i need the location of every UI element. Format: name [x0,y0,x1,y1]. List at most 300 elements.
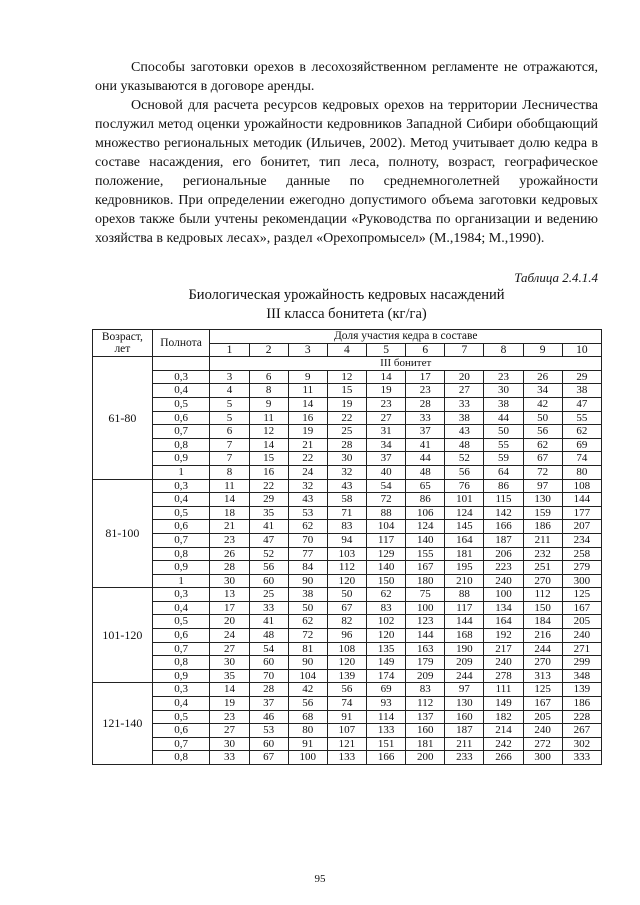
yield-value-cell: 139 [327,669,366,683]
yield-value-cell: 13 [210,588,249,602]
header-share-col: 1 [210,343,249,357]
yield-value-cell: 140 [406,533,445,547]
table-row [93,533,602,547]
yield-value-cell: 121 [327,737,366,751]
yield-value-cell: 108 [327,642,366,656]
yield-value-cell: 22 [327,411,366,425]
yield-value-cell: 38 [288,588,327,602]
yield-value-cell: 27 [445,384,484,398]
density-cell: 0,8 [152,547,210,561]
table-row [93,669,602,683]
yield-value-cell: 182 [484,710,523,724]
yield-value-cell: 15 [327,384,366,398]
yield-value-cell: 120 [367,629,406,643]
yield-value-cell: 187 [484,533,523,547]
header-share-col: 6 [406,343,445,357]
yield-value-cell: 24 [288,465,327,479]
yield-value-cell: 62 [367,588,406,602]
yield-value-cell: 55 [562,411,601,425]
age-group-cell: 81-100 [93,479,153,588]
yield-value-cell: 168 [445,629,484,643]
yield-value-cell: 72 [367,493,406,507]
yield-value-cell: 209 [406,669,445,683]
yield-value-cell: 60 [249,574,288,588]
yield-value-cell: 16 [288,411,327,425]
yield-value-cell: 43 [445,425,484,439]
yield-value-cell: 104 [288,669,327,683]
yield-value-cell: 207 [562,520,601,534]
yield-value-cell: 145 [445,520,484,534]
yield-value-cell: 104 [367,520,406,534]
yield-value-cell: 22 [288,452,327,466]
yield-value-cell: 17 [406,370,445,384]
yield-value-cell: 60 [249,656,288,670]
yield-value-cell: 25 [249,588,288,602]
yield-value-cell: 37 [249,697,288,711]
yield-value-cell: 86 [484,479,523,493]
yield-value-cell: 33 [210,751,249,765]
yield-value-cell: 167 [406,561,445,575]
yield-value-cell: 333 [562,751,601,765]
table-row [93,370,602,384]
yield-value-cell: 28 [249,683,288,697]
yield-value-cell: 11 [210,479,249,493]
yield-value-cell: 80 [562,465,601,479]
yield-value-cell: 29 [249,493,288,507]
yield-value-cell: 200 [406,751,445,765]
density-cell: 0,6 [152,724,210,738]
header-share-col: 4 [327,343,366,357]
table-row [93,411,602,425]
yield-value-cell: 34 [523,384,562,398]
yield-value-cell: 35 [249,506,288,520]
yield-value-cell: 27 [367,411,406,425]
yield-value-cell: 12 [249,425,288,439]
yield-value-cell: 7 [210,452,249,466]
header-share-col: 9 [523,343,562,357]
yield-value-cell: 32 [327,465,366,479]
yield-value-cell: 240 [562,629,601,643]
yield-value-cell: 278 [484,669,523,683]
yield-value-cell: 6 [249,370,288,384]
yield-value-cell: 30 [210,656,249,670]
yield-value-cell: 72 [288,629,327,643]
yield-value-cell: 24 [210,629,249,643]
yield-value-cell: 70 [249,669,288,683]
yield-value-cell: 14 [210,493,249,507]
yield-value-cell: 14 [210,683,249,697]
yield-value-cell: 23 [210,710,249,724]
yield-value-cell: 52 [445,452,484,466]
yield-value-cell: 67 [523,452,562,466]
yield-value-cell: 17 [210,601,249,615]
table-row [93,629,602,643]
yield-value-cell: 181 [406,737,445,751]
yield-value-cell: 83 [327,520,366,534]
yield-value-cell: 313 [523,669,562,683]
yield-value-cell: 214 [484,724,523,738]
table-row [93,574,602,588]
yield-value-cell: 179 [406,656,445,670]
yield-value-cell: 75 [406,588,445,602]
yield-value-cell: 81 [288,642,327,656]
table-title: Биологическая урожайность кедровых насаждений [188,287,505,303]
yield-value-cell: 94 [327,533,366,547]
yield-value-cell: 206 [484,547,523,561]
yield-value-cell: 97 [523,479,562,493]
table-row [93,724,602,738]
yield-value-cell: 37 [406,425,445,439]
yield-value-cell: 38 [445,411,484,425]
yield-value-cell: 38 [562,384,601,398]
density-cell: 0,3 [152,683,210,697]
yield-value-cell: 117 [367,533,406,547]
yield-value-cell: 52 [249,547,288,561]
yield-value-cell: 112 [327,561,366,575]
yield-value-cell: 7 [210,438,249,452]
yield-value-cell: 149 [484,697,523,711]
density-cell: 0,4 [152,493,210,507]
yield-value-cell: 22 [249,479,288,493]
yield-value-cell: 83 [367,601,406,615]
yield-value-cell: 125 [523,683,562,697]
yield-value-cell: 149 [367,656,406,670]
table-row [93,561,602,575]
yield-value-cell: 29 [562,370,601,384]
yield-value-cell: 96 [327,629,366,643]
yield-value-cell: 210 [445,574,484,588]
yield-value-cell: 267 [562,724,601,738]
yield-value-cell: 25 [327,425,366,439]
yield-value-cell: 20 [445,370,484,384]
yield-value-cell: 69 [562,438,601,452]
yield-value-cell: 60 [249,737,288,751]
header-share: Доля участия кедра в составе [210,330,602,344]
density-cell: 0,9 [152,452,210,466]
yield-value-cell: 27 [210,642,249,656]
yield-value-cell: 107 [327,724,366,738]
yield-value-cell: 217 [484,642,523,656]
yield-value-cell: 88 [367,506,406,520]
yield-value-cell: 11 [288,384,327,398]
header-share-col: 2 [249,343,288,357]
yield-value-cell: 69 [367,683,406,697]
yield-value-cell: 12 [327,370,366,384]
yield-value-cell: 53 [288,506,327,520]
yield-value-cell: 62 [288,520,327,534]
yield-value-cell: 48 [445,438,484,452]
bonitet-label: III бонитет [210,357,602,371]
age-group-cell: 101-120 [93,588,153,683]
yield-value-cell: 130 [445,697,484,711]
density-cell: 0,7 [152,642,210,656]
yield-value-cell: 86 [406,493,445,507]
density-cell: 0,7 [152,533,210,547]
age-group-cell: 121-140 [93,683,153,765]
density-cell: 0,8 [152,656,210,670]
yield-value-cell: 102 [367,615,406,629]
density-cell: 0,3 [152,588,210,602]
yield-value-cell: 48 [406,465,445,479]
yield-value-cell: 300 [562,574,601,588]
header-share-col: 7 [445,343,484,357]
yield-value-cell: 8 [210,465,249,479]
yield-value-cell: 21 [288,438,327,452]
yield-value-cell: 80 [288,724,327,738]
yield-value-cell: 211 [523,533,562,547]
yield-value-cell: 8 [249,384,288,398]
density-cell: 0,5 [152,615,210,629]
yield-value-cell: 100 [406,601,445,615]
density-cell: 0,5 [152,397,210,411]
yield-value-cell: 103 [327,547,366,561]
table-row [93,656,602,670]
yield-value-cell: 140 [367,561,406,575]
yield-value-cell: 166 [367,751,406,765]
table-row [93,397,602,411]
yield-value-cell: 187 [445,724,484,738]
yield-value-cell: 19 [288,425,327,439]
table-row [93,547,602,561]
yield-value-cell: 228 [562,710,601,724]
yield-value-cell: 50 [327,588,366,602]
table-row [93,452,602,466]
yield-value-cell: 123 [406,615,445,629]
yield-value-cell: 112 [406,697,445,711]
yield-value-cell: 4 [210,384,249,398]
yield-value-cell: 23 [210,533,249,547]
yield-value-cell: 270 [523,656,562,670]
yield-value-cell: 181 [445,547,484,561]
yield-value-cell: 84 [288,561,327,575]
yield-value-cell: 14 [367,370,406,384]
yield-value-cell: 34 [367,438,406,452]
yield-value-cell: 192 [484,629,523,643]
yield-value-cell: 240 [523,724,562,738]
yield-value-cell: 68 [288,710,327,724]
yield-value-cell: 205 [523,710,562,724]
yield-value-cell: 150 [367,574,406,588]
yield-value-cell: 26 [523,370,562,384]
yield-value-cell: 28 [327,438,366,452]
yield-value-cell: 30 [210,574,249,588]
yield-value-cell: 100 [484,588,523,602]
table-row [93,683,602,697]
table-row [93,520,602,534]
yield-value-cell: 9 [249,397,288,411]
yield-value-cell: 31 [367,425,406,439]
density-cell: 0,6 [152,520,210,534]
yield-value-cell: 190 [445,642,484,656]
yield-value-cell: 50 [288,601,327,615]
yield-value-cell: 30 [484,384,523,398]
table-row [93,642,602,656]
yield-value-cell: 211 [445,737,484,751]
yield-value-cell: 205 [562,615,601,629]
yield-value-cell: 150 [523,601,562,615]
body-text [95,58,598,248]
density-cell: 0,4 [152,384,210,398]
yield-table [92,329,602,765]
page-number: 95 [314,873,326,885]
yield-value-cell: 23 [484,370,523,384]
yield-value-cell: 59 [484,452,523,466]
yield-value-cell: 56 [249,561,288,575]
yield-value-cell: 130 [523,493,562,507]
yield-value-cell: 19 [367,384,406,398]
table-row [93,465,602,479]
yield-value-cell: 5 [210,411,249,425]
yield-value-cell: 186 [523,520,562,534]
yield-value-cell: 151 [367,737,406,751]
yield-value-cell: 233 [445,751,484,765]
yield-value-cell: 272 [523,737,562,751]
yield-value-cell: 53 [249,724,288,738]
table-subtitle: III класса бонитета (кг/га) [266,306,427,322]
density-cell: 0,8 [152,751,210,765]
yield-value-cell: 54 [249,642,288,656]
yield-value-cell: 348 [562,669,601,683]
yield-value-cell: 91 [327,710,366,724]
yield-value-cell: 271 [562,642,601,656]
yield-value-cell: 144 [562,493,601,507]
yield-value-cell: 62 [288,615,327,629]
yield-value-cell: 163 [406,642,445,656]
yield-value-cell: 299 [562,656,601,670]
yield-value-cell: 137 [406,710,445,724]
yield-value-cell: 142 [484,506,523,520]
yield-value-cell: 58 [327,493,366,507]
yield-value-cell: 56 [445,465,484,479]
table-row [93,615,602,629]
yield-value-cell: 166 [484,520,523,534]
yield-value-cell: 71 [327,506,366,520]
yield-value-cell: 67 [249,751,288,765]
yield-value-cell: 240 [484,656,523,670]
yield-value-cell: 90 [288,656,327,670]
yield-value-cell: 251 [523,561,562,575]
yield-value-cell: 167 [523,697,562,711]
yield-value-cell: 135 [367,642,406,656]
density-cell: 0,6 [152,411,210,425]
yield-value-cell: 160 [445,710,484,724]
yield-value-cell: 44 [406,452,445,466]
age-group-cell: 61-80 [93,357,153,479]
yield-value-cell: 129 [367,547,406,561]
yield-value-cell: 19 [210,697,249,711]
table-row [93,384,602,398]
table-row [93,438,602,452]
yield-value-cell: 20 [210,615,249,629]
header-share-col: 3 [288,343,327,357]
yield-value-cell: 90 [288,574,327,588]
yield-value-cell: 120 [327,656,366,670]
yield-value-cell: 65 [406,479,445,493]
yield-value-cell: 14 [288,397,327,411]
yield-value-cell: 28 [406,397,445,411]
yield-value-cell: 19 [327,397,366,411]
yield-value-cell: 120 [327,574,366,588]
yield-value-cell: 54 [367,479,406,493]
yield-value-cell: 41 [406,438,445,452]
yield-value-cell: 37 [367,452,406,466]
yield-value-cell: 167 [562,601,601,615]
header-age: Возраст, лет [93,330,153,357]
yield-value-cell: 18 [210,506,249,520]
yield-value-cell: 240 [484,574,523,588]
yield-value-cell: 195 [445,561,484,575]
yield-value-cell: 42 [288,683,327,697]
yield-value-cell: 70 [288,533,327,547]
yield-value-cell: 180 [406,574,445,588]
yield-value-cell: 111 [484,683,523,697]
yield-value-cell: 244 [445,669,484,683]
yield-value-cell: 108 [562,479,601,493]
yield-value-cell: 302 [562,737,601,751]
density-cell: 0,5 [152,506,210,520]
yield-value-cell: 42 [523,397,562,411]
yield-value-cell: 16 [249,465,288,479]
yield-value-cell: 41 [249,520,288,534]
yield-value-cell: 43 [288,493,327,507]
yield-value-cell: 9 [288,370,327,384]
yield-value-cell: 144 [445,615,484,629]
yield-value-cell: 174 [367,669,406,683]
yield-value-cell: 300 [523,751,562,765]
yield-value-cell: 64 [484,465,523,479]
yield-value-cell: 67 [327,601,366,615]
table-row [93,710,602,724]
yield-value-cell: 155 [406,547,445,561]
paragraph-1: Способы заготовки орехов в лесохозяйственном регламенте не отражаются, они указываются в договоре аренды. [95,60,598,94]
density-cell: 1 [152,465,210,479]
yield-value-cell: 106 [406,506,445,520]
density-cell: 0,3 [152,370,210,384]
yield-value-cell: 101 [445,493,484,507]
yield-value-cell: 133 [327,751,366,765]
yield-value-cell: 216 [523,629,562,643]
yield-value-cell: 160 [406,724,445,738]
yield-value-cell: 62 [562,425,601,439]
yield-value-cell: 38 [484,397,523,411]
density-cell: 0,4 [152,601,210,615]
density-cell: 0,9 [152,669,210,683]
yield-value-cell: 30 [327,452,366,466]
density-cell: 0,5 [152,710,210,724]
yield-value-cell: 144 [406,629,445,643]
yield-value-cell: 47 [562,397,601,411]
yield-value-cell: 279 [562,561,601,575]
yield-value-cell: 258 [562,547,601,561]
yield-value-cell: 74 [562,452,601,466]
yield-value-cell: 23 [367,397,406,411]
yield-value-cell: 33 [406,411,445,425]
yield-value-cell: 244 [523,642,562,656]
yield-value-cell: 115 [484,493,523,507]
yield-value-cell: 124 [445,506,484,520]
yield-value-cell: 6 [210,425,249,439]
yield-value-cell: 56 [523,425,562,439]
yield-value-cell: 177 [562,506,601,520]
yield-value-cell: 76 [445,479,484,493]
yield-value-cell: 74 [327,697,366,711]
table-row [93,493,602,507]
yield-value-cell: 97 [445,683,484,697]
yield-value-cell: 124 [406,520,445,534]
yield-value-cell: 114 [367,710,406,724]
yield-value-cell: 30 [210,737,249,751]
yield-value-cell: 11 [249,411,288,425]
